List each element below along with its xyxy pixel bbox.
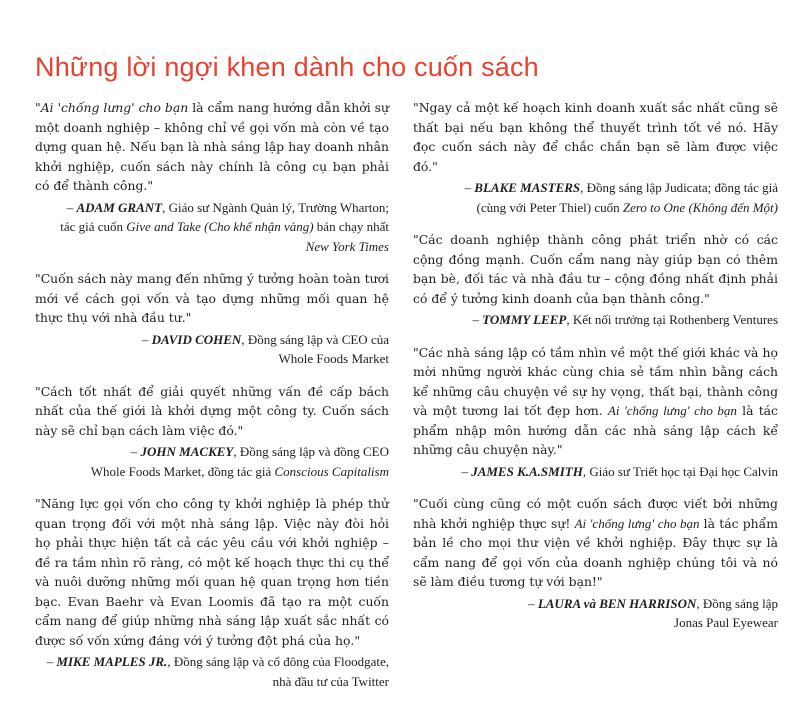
text-segment: tác giả cuốn	[60, 219, 127, 234]
attribution-line	[35, 442, 389, 462]
right-column	[413, 98, 778, 646]
text-segment: "Cách tốt nhất để giải quyết những vấn đề cấp bách nhất của thế giới là khởi dựng một công ty. Cuốn sách này sẽ chỉ bạn cách làm việc đó."	[35, 383, 389, 438]
text-segment: bán chạy nhất	[313, 219, 389, 234]
attribution	[35, 442, 389, 481]
left-column	[35, 98, 389, 704]
page-title: Những lời ngợi khen dành cho cuốn sách	[35, 52, 539, 82]
text-segment: , Đồng sáng lập và cổ đông của Floodgate,	[167, 654, 389, 669]
quote-text	[413, 98, 778, 176]
text-segment: –	[141, 331, 152, 347]
quote-text	[413, 343, 778, 460]
text-segment: , Kết nối trưởng tại Rothenberg Ventures	[566, 312, 778, 327]
attribution	[35, 330, 389, 369]
text-segment: "Các doanh nghiệp thành công phát triển nhờ có các cộng đồng mạnh. Cuốn cẩm nang này giúp bạn có thêm bạn bè, đối tác và nhà đầu tư – cộng đồng nhất định phải có để ý tưởng kinh doanh của bạn thành công."	[413, 232, 778, 306]
text-segment: , Đồng sáng lập và CEO của	[241, 331, 389, 347]
quote-text	[413, 230, 778, 308]
text-segment: Zero to One (Không đến Một)	[622, 199, 778, 215]
text-segment: –	[528, 595, 538, 611]
text-segment: TOMMY LEEP	[482, 312, 567, 327]
attribution-line	[35, 217, 389, 237]
testimonial-columns	[35, 98, 778, 704]
quote-text	[35, 494, 389, 650]
text-segment: –	[66, 199, 77, 215]
attribution-line	[413, 178, 778, 198]
testimonial-block	[413, 343, 778, 482]
attribution-line	[35, 330, 389, 350]
testimonial-block	[35, 269, 389, 369]
attribution	[35, 198, 389, 257]
text-segment: ADAM GRANT	[76, 199, 163, 215]
text-segment: Conscious Capitalism	[274, 463, 389, 479]
text-segment: , Đồng sáng lập	[696, 595, 778, 611]
quote-text	[35, 269, 389, 328]
attribution	[413, 178, 778, 217]
text-segment: BLAKE MASTERS	[474, 180, 581, 195]
attribution-line	[413, 613, 778, 633]
testimonial-block	[35, 494, 389, 691]
text-segment: "	[35, 100, 41, 115]
quote-text	[35, 382, 389, 441]
text-segment: "Các nhà sáng lập có tầm nhìn về một thế giới khác và họ mời những người khác cùng chia sẻ tầm nhìn bằng cách kể những câu chuyện về sự hy vọng, thất bại, thành công và một tương lai tốt đẹp hơn.	[413, 344, 778, 418]
text-segment: –	[130, 444, 141, 459]
attribution-line	[413, 310, 778, 330]
text-segment: là tác phẩm nhập môn hướng dẫn các nhà sáng lập cách kể những câu chuyện này."	[413, 403, 778, 457]
attribution-line	[35, 198, 389, 218]
attribution-line	[35, 672, 389, 692]
text-segment: DAVID COHEN	[151, 331, 242, 347]
text-segment: (cùng với Peter Thiel) cuốn	[476, 199, 623, 215]
testimonial-block	[413, 98, 778, 217]
text-segment: MIKE MAPLES JR.	[56, 654, 168, 669]
text-segment: Jonas Paul Eyewear	[674, 615, 778, 630]
text-segment: –	[464, 180, 475, 195]
attribution	[413, 310, 778, 330]
attribution-line	[35, 349, 389, 369]
attribution	[413, 462, 778, 482]
text-segment: JOHN MACKEY	[140, 444, 234, 459]
attribution-line	[413, 594, 778, 614]
testimonial-block	[35, 98, 389, 256]
attribution-line	[35, 462, 389, 482]
text-segment: JAMES K.A.SMITH	[471, 463, 583, 479]
attribution-line	[35, 237, 389, 257]
text-segment: Ai 'chống lưng' cho bạn	[574, 515, 700, 531]
text-segment: Give and Take (Cho khế nhận vàng)	[126, 219, 314, 234]
text-segment: nhà đầu tư của Twitter	[272, 673, 389, 689]
attribution	[413, 594, 778, 633]
text-segment: Whole Foods Market	[278, 351, 389, 366]
text-segment: là cẩm nang hướng dẫn khởi sự một doanh nghiệp – không chỉ về gọi vốn mà còn về tạo dựng quan hệ. Nếu bạn là nhà sáng lập hay doanh nhân khởi nghiệp, cuốn sách này chính là công cụ bạn phải có để thành công."	[35, 100, 389, 193]
attribution-line	[413, 198, 778, 218]
testimonial-block	[35, 382, 389, 482]
testimonial-block	[413, 230, 778, 330]
attribution	[35, 652, 389, 691]
text-segment: , Đồng sáng lập và đồng CEO	[233, 444, 389, 459]
text-segment: –	[46, 654, 57, 669]
text-segment: New York Times	[305, 238, 389, 254]
quote-text	[35, 98, 389, 196]
attribution-line	[35, 652, 389, 672]
text-segment: Ai 'chống lưng' cho bạn	[40, 100, 189, 115]
text-segment: –	[472, 312, 483, 327]
text-segment: , Giáo sư Triết học tại Đại học Calvin	[582, 463, 778, 479]
attribution-line	[413, 462, 778, 482]
text-segment: "Cuối cùng cũng có một cuốn sách được viết bởi những nhà khởi nghiệp thực sự!	[413, 496, 778, 531]
text-segment: là tác phẩm bản lề cho mọi thư viện về khởi nghiệp. Đây thực sự là cẩm nang để gọi vốn của doanh nghiệp chúng tôi và nó sẽ làm điều tương tự với bạn!"	[413, 515, 778, 589]
text-segment: , Giáo sư Ngành Quản lý, Trường Wharton;	[162, 199, 389, 215]
quote-text	[413, 494, 778, 592]
text-segment: LAURA và BEN HARRISON	[537, 595, 697, 611]
text-segment: Ai 'chống lưng' cho bạn	[607, 403, 737, 418]
text-segment: –	[461, 463, 472, 479]
text-segment: Whole Foods Market, đồng tác giả	[90, 463, 275, 479]
text-segment: , Đồng sáng lập Judicata; đồng tác giả	[580, 180, 778, 195]
text-segment: "Cuốn sách này mang đến những ý tưởng hoàn toàn tươi mới về cách gọi vốn và tạo dựng những mối quan hệ thực thụ với nhà đầu tư."	[35, 271, 389, 325]
testimonial-block	[413, 494, 778, 633]
text-segment: "Năng lực gọi vốn cho công ty khởi nghiệp là phép thử quan trọng đối với một nhà sáng lập. Việc này đòi hỏi họ phải thực hiện tất cả các yêu cầu với khởi nghiệp – đề ra tầm nhìn rõ ràng, có một kế hoạch thực thi cụ thể và nuôi dưỡng những mối quan hệ quan trọng hơn tiền bạc. Evan Baehr và Evan Loomis đã tạo ra một cuốn cẩm nang để giúp những nhà sáng lập xuất sắc nhất có được số vốn xứng đáng với ý tưởng đột phá của họ."	[35, 496, 389, 648]
text-segment: "Ngay cả một kế hoạch kinh doanh xuất sắc nhất cũng sẽ thất bại nếu bạn không thể thuyết trình tốt về nó. Hãy đọc cuốn sách này để chắc chắn bạn sẽ làm được việc đó."	[413, 100, 778, 174]
